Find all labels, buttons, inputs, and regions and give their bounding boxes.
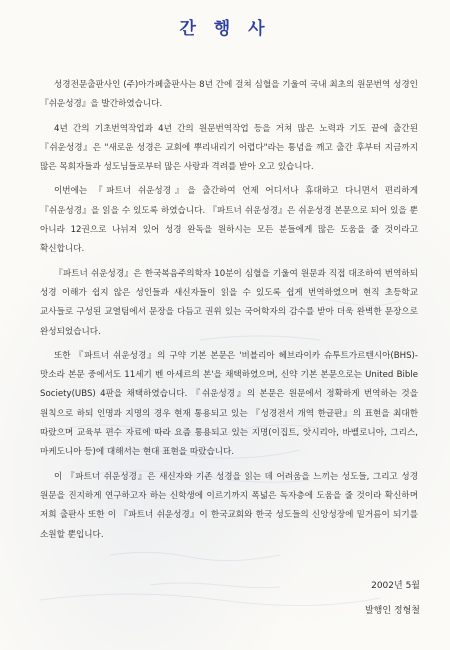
- paragraph: 성경전문출판사인 (주)아가페출판사는 8년 간에 걸쳐 심혈을 기울여 국내 최초의 원문번역 성경인 『쉬운성경』을 발간하였습니다.: [40, 80, 418, 110]
- preface-body: [40, 76, 418, 550]
- page-title: 간 행 사: [179, 19, 271, 39]
- paragraph: 이 『파트너 쉬운성경』은 새신자와 기존 성경을 읽는 데 어려움을 느끼는 성도들, 그리고 성경 원문을 진지하게 연구하고자 하는 신학생에 이르기까지 폭넓은 독자층에 도움을 줄 것이라 확신하며 저희 출판사 또한 이 『파트너 쉬운성경』이 한국교회와 한국 성도들의 신앙성장에 밑거름이 되기를 소원할 뿐입니다.: [40, 471, 418, 540]
- publisher-signature: 발행인 정형철: [364, 606, 420, 616]
- signoff: [365, 574, 420, 624]
- paragraph: 4년 간의 기초번역작업과 4년 간의 원문번역작업 등을 거쳐 많은 노력과 기도 끝에 출간된 『쉬운성경』은 "새로운 성경은 교회에 뿌리내리기 어렵다"라는 통념을 깨고 출간 후부터 지금까지 많은 목회자들과 성도님들로부터 많은 사랑과 격려를 받아 오고 있습니다.: [40, 123, 418, 173]
- paragraph: 『파트너 쉬운성경』은 한국복음주의학자 10분이 심혈을 기울여 원문과 직접 대조하여 번역하되 성경 이해가 쉽지 않은 성인들과 새신자들이 읽을 수 있도록 쉽게 번역하였으며 현직 초등학교 교사들로 구성된 교열팀에서 문장을 다듬고 권위 있는 국어학자의 감수를 받아 더욱 완벽한 문장으로 완성되었습니다.: [40, 268, 418, 337]
- paragraph: 이번에는 『파트너 쉬운성경』을 출간하여 언제 어디서나 휴대하고 다니면서 편리하게 『쉬운성경』을 읽을 수 있도록 하였습니다. 『파트너 쉬운성경』은 쉬운성경 본문으로 되어 있을 뿐 아니라 12권으로 나뉘져 있어 성경 완독을 원하시는 모든 분들에게 많은 도움을 줄 것이라고 확신합니다.: [40, 186, 418, 255]
- paragraph: 또한 『파트너 쉬운성경』의 구약 기본 본문은 '비블리아 헤브라이카 슈투트가르텐시아(BHS)-맛소라 본문 중에서도 11세기 벤 아세르의 본'을 채택하였으며, 신약 기본 본문으로는 United Bible Society(UBS) 4판을 채택하였습니다. 『쉬운성경』의 본문은 원문에서 정확하게 번역하는 것을 원칙으로 하되 인명과 지명의 경우 현재 통용되고 있는 『성경전서 개역 한글판』의 표현을 최대한 따랐으며 교육부 편수 자료에 따라 요즘 통용되고 있는 지명(이집트, 앗시리아, 바벨로니아, 그리스, 마케도니아 등)에 대해서는 현대 표현을 따랐습니다.: [40, 350, 418, 458]
- publication-date: 2002년 5월: [371, 581, 420, 591]
